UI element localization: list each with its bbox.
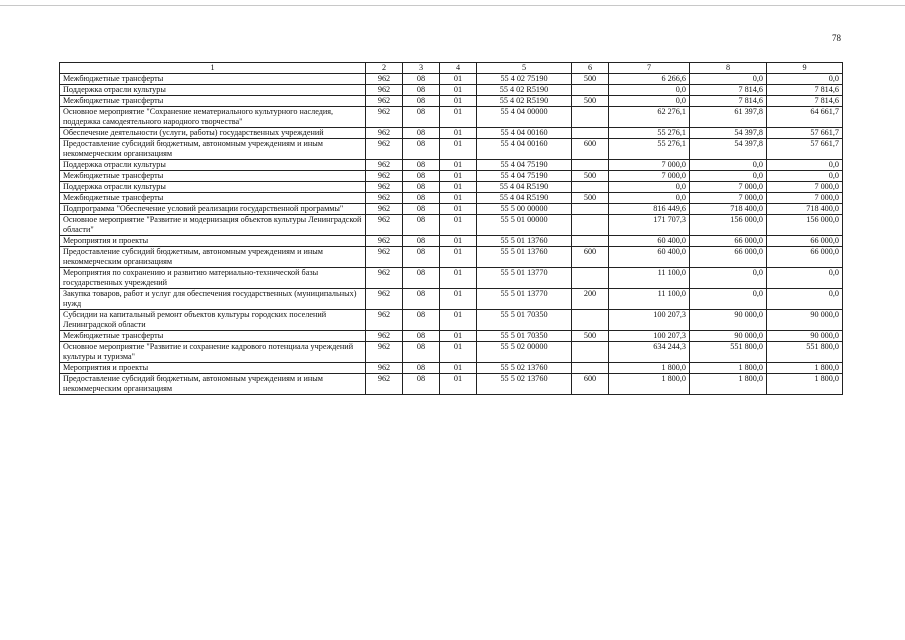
row-name: Межбюджетные трансферты <box>60 96 366 107</box>
cell-expense-type: 500 <box>572 96 609 107</box>
cell-amount-year-3: 0,0 <box>767 160 843 171</box>
cell-section: 08 <box>403 363 440 374</box>
cell-amount-year-3: 7 000,0 <box>767 182 843 193</box>
row-name: Основное мероприятие "Развитие и модернизация объектов культуры Ленинградской области" <box>60 215 366 236</box>
cell-amount-year-3: 0,0 <box>767 268 843 289</box>
cell-amount-year-1: 171 707,3 <box>609 215 690 236</box>
table-row <box>60 96 843 107</box>
cell-section: 08 <box>403 236 440 247</box>
table-row <box>60 193 843 204</box>
column-header: 8 <box>690 63 767 74</box>
cell-target-article: 55 5 01 13760 <box>477 236 572 247</box>
table-row <box>60 247 843 268</box>
table-row <box>60 74 843 85</box>
cell-expense-type <box>572 215 609 236</box>
cell-amount-year-2: 90 000,0 <box>690 310 767 331</box>
cell-amount-year-2: 54 397,8 <box>690 139 767 160</box>
cell-amount-year-2: 0,0 <box>690 74 767 85</box>
cell-amount-year-1: 634 244,3 <box>609 342 690 363</box>
cell-ministry-code: 962 <box>366 236 403 247</box>
table-row <box>60 85 843 96</box>
cell-section: 08 <box>403 268 440 289</box>
cell-expense-type: 500 <box>572 74 609 85</box>
row-name: Закупка товаров, работ и услуг для обеспечения государственных (муниципальных) нужд <box>60 289 366 310</box>
cell-amount-year-2: 61 397,8 <box>690 107 767 128</box>
cell-amount-year-2: 1 800,0 <box>690 374 767 395</box>
cell-subsection: 01 <box>440 171 477 182</box>
cell-subsection: 01 <box>440 236 477 247</box>
cell-ministry-code: 962 <box>366 74 403 85</box>
cell-amount-year-3: 0,0 <box>767 171 843 182</box>
cell-expense-type <box>572 363 609 374</box>
cell-section: 08 <box>403 139 440 160</box>
cell-amount-year-1: 11 100,0 <box>609 289 690 310</box>
cell-expense-type: 600 <box>572 139 609 160</box>
cell-ministry-code: 962 <box>366 96 403 107</box>
cell-amount-year-2: 0,0 <box>690 171 767 182</box>
column-header: 5 <box>477 63 572 74</box>
table-row <box>60 215 843 236</box>
cell-target-article: 55 5 02 13760 <box>477 363 572 374</box>
row-name: Субсидии на капитальный ремонт объектов культуры городских поселений Ленинградской области <box>60 310 366 331</box>
cell-section: 08 <box>403 182 440 193</box>
cell-amount-year-3: 551 800,0 <box>767 342 843 363</box>
cell-expense-type: 500 <box>572 193 609 204</box>
cell-amount-year-1: 55 276,1 <box>609 139 690 160</box>
row-name: Поддержка отрасли культуры <box>60 160 366 171</box>
cell-amount-year-2: 0,0 <box>690 268 767 289</box>
cell-expense-type <box>572 128 609 139</box>
cell-target-article: 55 4 04 75190 <box>477 171 572 182</box>
table-row <box>60 171 843 182</box>
cell-amount-year-3: 718 400,0 <box>767 204 843 215</box>
table-row <box>60 363 843 374</box>
cell-section: 08 <box>403 74 440 85</box>
cell-target-article: 55 4 02 75190 <box>477 74 572 85</box>
cell-subsection: 01 <box>440 374 477 395</box>
cell-expense-type <box>572 268 609 289</box>
row-name: Межбюджетные трансферты <box>60 193 366 204</box>
cell-expense-type <box>572 107 609 128</box>
cell-amount-year-1: 0,0 <box>609 182 690 193</box>
cell-amount-year-3: 90 000,0 <box>767 331 843 342</box>
cell-ministry-code: 962 <box>366 128 403 139</box>
cell-section: 08 <box>403 85 440 96</box>
column-header: 3 <box>403 63 440 74</box>
table-row <box>60 107 843 128</box>
cell-ministry-code: 962 <box>366 331 403 342</box>
cell-amount-year-2: 0,0 <box>690 289 767 310</box>
cell-subsection: 01 <box>440 85 477 96</box>
cell-target-article: 55 5 01 00000 <box>477 215 572 236</box>
cell-target-article: 55 5 00 00000 <box>477 204 572 215</box>
table-row <box>60 128 843 139</box>
cell-section: 08 <box>403 171 440 182</box>
table-row <box>60 236 843 247</box>
cell-target-article: 55 5 02 13760 <box>477 374 572 395</box>
cell-subsection: 01 <box>440 342 477 363</box>
row-name: Предоставление субсидий бюджетным, автономным учреждениям и иным некоммерческим организациям <box>60 374 366 395</box>
row-name: Межбюджетные трансферты <box>60 331 366 342</box>
cell-expense-type <box>572 85 609 96</box>
row-name: Предоставление субсидий бюджетным, автономным учреждениям и иным некоммерческим организациям <box>60 139 366 160</box>
table-row <box>60 139 843 160</box>
cell-ministry-code: 962 <box>366 374 403 395</box>
cell-amount-year-3: 66 000,0 <box>767 247 843 268</box>
cell-ministry-code: 962 <box>366 310 403 331</box>
cell-ministry-code: 962 <box>366 182 403 193</box>
row-name: Поддержка отрасли культуры <box>60 182 366 193</box>
table-row <box>60 331 843 342</box>
row-name: Основное мероприятие "Сохранение нематериального культурного наследия, поддержка самодеятельного народного творчества" <box>60 107 366 128</box>
table-row <box>60 160 843 171</box>
page-number: 78 <box>832 33 841 43</box>
row-name: Обеспечение деятельности (услуги, работы) государственных учреждений <box>60 128 366 139</box>
cell-subsection: 01 <box>440 310 477 331</box>
cell-amount-year-1: 100 207,3 <box>609 331 690 342</box>
cell-ministry-code: 962 <box>366 268 403 289</box>
cell-amount-year-1: 1 800,0 <box>609 363 690 374</box>
row-name: Подпрограмма "Обеспечение условий реализации государственной программы" <box>60 204 366 215</box>
cell-target-article: 55 4 04 R5190 <box>477 182 572 193</box>
cell-subsection: 01 <box>440 215 477 236</box>
cell-ministry-code: 962 <box>366 193 403 204</box>
cell-subsection: 01 <box>440 363 477 374</box>
cell-amount-year-1: 0,0 <box>609 193 690 204</box>
cell-subsection: 01 <box>440 289 477 310</box>
cell-amount-year-1: 60 400,0 <box>609 236 690 247</box>
cell-target-article: 55 4 04 75190 <box>477 160 572 171</box>
cell-amount-year-3: 0,0 <box>767 74 843 85</box>
cell-amount-year-3: 57 661,7 <box>767 139 843 160</box>
cell-target-article: 55 4 04 R5190 <box>477 193 572 204</box>
cell-amount-year-1: 0,0 <box>609 85 690 96</box>
cell-section: 08 <box>403 289 440 310</box>
cell-ministry-code: 962 <box>366 160 403 171</box>
cell-target-article: 55 5 01 13770 <box>477 289 572 310</box>
cell-target-article: 55 5 01 13760 <box>477 247 572 268</box>
cell-amount-year-2: 718 400,0 <box>690 204 767 215</box>
cell-amount-year-2: 90 000,0 <box>690 331 767 342</box>
cell-expense-type <box>572 182 609 193</box>
cell-target-article: 55 5 01 70350 <box>477 331 572 342</box>
table-row <box>60 310 843 331</box>
table-body <box>60 63 843 395</box>
cell-amount-year-1: 1 800,0 <box>609 374 690 395</box>
table-row <box>60 374 843 395</box>
table-header-row <box>60 63 843 74</box>
scan-top-edge <box>0 5 905 6</box>
cell-section: 08 <box>403 128 440 139</box>
cell-amount-year-3: 7 814,6 <box>767 96 843 107</box>
cell-target-article: 55 4 02 R5190 <box>477 85 572 96</box>
cell-amount-year-2: 7 000,0 <box>690 182 767 193</box>
cell-amount-year-3: 7 000,0 <box>767 193 843 204</box>
cell-section: 08 <box>403 247 440 268</box>
column-header: 9 <box>767 63 843 74</box>
cell-section: 08 <box>403 374 440 395</box>
table-row <box>60 342 843 363</box>
cell-amount-year-2: 54 397,8 <box>690 128 767 139</box>
cell-subsection: 01 <box>440 193 477 204</box>
cell-amount-year-2: 7 814,6 <box>690 85 767 96</box>
table-row <box>60 289 843 310</box>
cell-section: 08 <box>403 342 440 363</box>
cell-ministry-code: 962 <box>366 204 403 215</box>
cell-section: 08 <box>403 193 440 204</box>
cell-ministry-code: 962 <box>366 107 403 128</box>
cell-subsection: 01 <box>440 128 477 139</box>
cell-expense-type <box>572 310 609 331</box>
cell-expense-type <box>572 204 609 215</box>
cell-section: 08 <box>403 96 440 107</box>
row-name: Предоставление субсидий бюджетным, автономным учреждениям и иным некоммерческим организациям <box>60 247 366 268</box>
table-row <box>60 268 843 289</box>
cell-subsection: 01 <box>440 96 477 107</box>
cell-subsection: 01 <box>440 160 477 171</box>
cell-expense-type: 500 <box>572 171 609 182</box>
cell-ministry-code: 962 <box>366 171 403 182</box>
cell-subsection: 01 <box>440 331 477 342</box>
budget-table <box>59 62 843 395</box>
cell-section: 08 <box>403 331 440 342</box>
cell-amount-year-2: 66 000,0 <box>690 247 767 268</box>
column-header: 4 <box>440 63 477 74</box>
row-name: Межбюджетные трансферты <box>60 171 366 182</box>
column-header: 2 <box>366 63 403 74</box>
cell-subsection: 01 <box>440 107 477 128</box>
cell-amount-year-1: 7 000,0 <box>609 171 690 182</box>
cell-amount-year-2: 551 800,0 <box>690 342 767 363</box>
cell-amount-year-3: 57 661,7 <box>767 128 843 139</box>
cell-target-article: 55 5 02 00000 <box>477 342 572 363</box>
cell-subsection: 01 <box>440 182 477 193</box>
column-header: 7 <box>609 63 690 74</box>
cell-target-article: 55 4 04 00000 <box>477 107 572 128</box>
cell-amount-year-1: 7 000,0 <box>609 160 690 171</box>
cell-target-article: 55 4 04 00160 <box>477 128 572 139</box>
cell-section: 08 <box>403 215 440 236</box>
cell-amount-year-1: 0,0 <box>609 96 690 107</box>
cell-section: 08 <box>403 310 440 331</box>
cell-target-article: 55 4 04 00160 <box>477 139 572 160</box>
cell-ministry-code: 962 <box>366 289 403 310</box>
cell-expense-type <box>572 342 609 363</box>
cell-subsection: 01 <box>440 74 477 85</box>
cell-target-article: 55 5 01 13770 <box>477 268 572 289</box>
cell-amount-year-3: 66 000,0 <box>767 236 843 247</box>
cell-amount-year-1: 60 400,0 <box>609 247 690 268</box>
cell-amount-year-2: 156 000,0 <box>690 215 767 236</box>
cell-amount-year-3: 90 000,0 <box>767 310 843 331</box>
cell-subsection: 01 <box>440 268 477 289</box>
cell-section: 08 <box>403 204 440 215</box>
cell-amount-year-3: 64 661,7 <box>767 107 843 128</box>
cell-amount-year-1: 55 276,1 <box>609 128 690 139</box>
cell-amount-year-3: 0,0 <box>767 289 843 310</box>
cell-amount-year-1: 100 207,3 <box>609 310 690 331</box>
cell-subsection: 01 <box>440 139 477 160</box>
cell-expense-type <box>572 160 609 171</box>
row-name: Основное мероприятие "Развитие и сохранение кадрового потенциала учреждений культуры и туризма" <box>60 342 366 363</box>
cell-target-article: 55 4 02 R5190 <box>477 96 572 107</box>
cell-amount-year-1: 62 276,1 <box>609 107 690 128</box>
cell-amount-year-2: 7 000,0 <box>690 193 767 204</box>
cell-expense-type: 500 <box>572 331 609 342</box>
cell-ministry-code: 962 <box>366 85 403 96</box>
cell-amount-year-3: 156 000,0 <box>767 215 843 236</box>
row-name: Межбюджетные трансферты <box>60 74 366 85</box>
cell-expense-type <box>572 236 609 247</box>
cell-ministry-code: 962 <box>366 342 403 363</box>
cell-amount-year-2: 1 800,0 <box>690 363 767 374</box>
cell-ministry-code: 962 <box>366 139 403 160</box>
cell-amount-year-3: 7 814,6 <box>767 85 843 96</box>
table-row <box>60 204 843 215</box>
cell-expense-type: 600 <box>572 247 609 268</box>
cell-amount-year-3: 1 800,0 <box>767 374 843 395</box>
cell-amount-year-2: 0,0 <box>690 160 767 171</box>
column-header: 6 <box>572 63 609 74</box>
cell-expense-type: 600 <box>572 374 609 395</box>
cell-section: 08 <box>403 160 440 171</box>
row-name: Мероприятия и проекты <box>60 363 366 374</box>
row-name: Мероприятия по сохранению и развитию материально-технической базы государственных учреждений <box>60 268 366 289</box>
cell-amount-year-1: 6 266,6 <box>609 74 690 85</box>
cell-section: 08 <box>403 107 440 128</box>
cell-target-article: 55 5 01 70350 <box>477 310 572 331</box>
cell-amount-year-2: 66 000,0 <box>690 236 767 247</box>
cell-subsection: 01 <box>440 204 477 215</box>
column-header: 1 <box>60 63 366 74</box>
cell-amount-year-1: 816 449,6 <box>609 204 690 215</box>
cell-expense-type: 200 <box>572 289 609 310</box>
cell-amount-year-2: 7 814,6 <box>690 96 767 107</box>
table-row <box>60 182 843 193</box>
cell-amount-year-3: 1 800,0 <box>767 363 843 374</box>
cell-ministry-code: 962 <box>366 215 403 236</box>
row-name: Мероприятия и проекты <box>60 236 366 247</box>
cell-subsection: 01 <box>440 247 477 268</box>
row-name: Поддержка отрасли культуры <box>60 85 366 96</box>
cell-amount-year-1: 11 100,0 <box>609 268 690 289</box>
cell-ministry-code: 962 <box>366 247 403 268</box>
cell-ministry-code: 962 <box>366 363 403 374</box>
